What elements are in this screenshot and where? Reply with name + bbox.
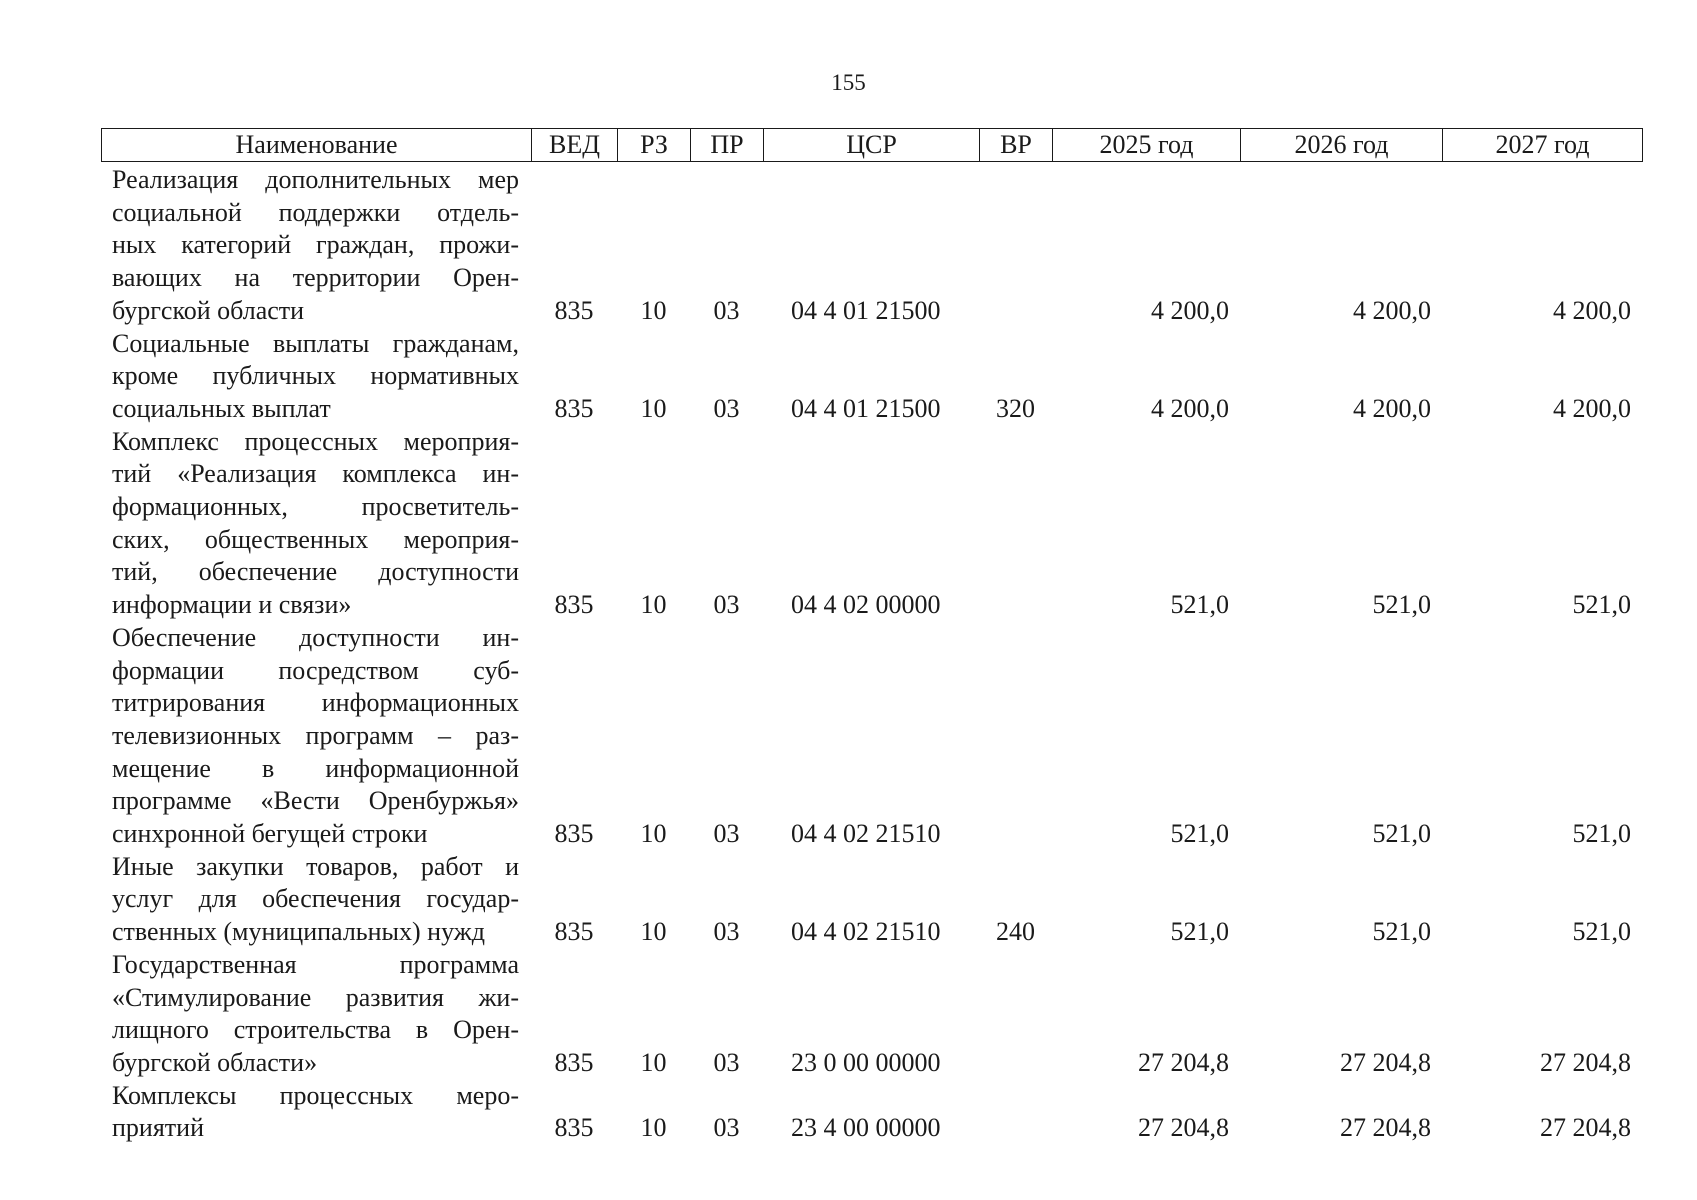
cell-csr: 04 4 01 21500 xyxy=(791,393,941,423)
row-name-line: бургской области xyxy=(112,295,305,325)
cell-ved: 835 xyxy=(554,1113,594,1143)
cell-pr: 03 xyxy=(713,590,740,620)
row-name-line: информации и связи» xyxy=(112,590,352,620)
cell-y2025: 4 200,0 xyxy=(1151,393,1229,423)
cell-y2027: 521,0 xyxy=(1572,819,1631,849)
cell-y2027: 27 204,8 xyxy=(1540,1047,1631,1077)
cell-csr: 23 0 00 00000 xyxy=(791,1047,941,1077)
table-row xyxy=(101,426,1642,622)
cell-y2025: 521,0 xyxy=(1170,590,1229,620)
cell-vr xyxy=(979,949,1052,1080)
cell-y2026: 521,0 xyxy=(1372,917,1431,947)
row-name-line: Реализация дополнительных мер xyxy=(112,165,519,194)
row-name-line: вающих на территории Орен- xyxy=(112,263,519,293)
cell-csr: 04 4 02 21510 xyxy=(791,819,941,849)
row-name-line: лищного строительства в Орен- xyxy=(112,1015,519,1045)
cell-y2025: 521,0 xyxy=(1170,917,1229,947)
cell-csr: 23 4 00 00000 xyxy=(791,1113,941,1143)
row-name-line: титрирования информационных xyxy=(112,688,519,718)
header-2025: 2025 год xyxy=(1053,129,1241,162)
row-name-line: программе «Вести Оренбуржья» xyxy=(112,786,519,816)
cell-y2025: 4 200,0 xyxy=(1151,295,1229,325)
row-name-line: ных категорий граждан, прожи- xyxy=(112,230,519,260)
header-2026: 2026 год xyxy=(1241,129,1443,162)
cell-ved: 835 xyxy=(554,819,594,849)
cell-rz: 10 xyxy=(640,393,667,423)
row-name-line: социальной поддержки отдель- xyxy=(112,197,519,227)
cell-y2026: 27 204,8 xyxy=(1340,1047,1431,1077)
table-row xyxy=(101,1080,1642,1145)
cell-ved: 835 xyxy=(554,1047,594,1077)
row-name-line: синхронной бегущей строки xyxy=(112,819,428,849)
cell-pr: 03 xyxy=(713,917,740,947)
cell-ved: 835 xyxy=(554,393,594,423)
cell-rz: 10 xyxy=(640,1047,667,1077)
cell-y2027: 4 200,0 xyxy=(1553,295,1631,325)
cell-csr: 04 4 02 00000 xyxy=(791,590,941,620)
row-name xyxy=(101,851,531,949)
cell-rz: 10 xyxy=(640,295,667,325)
cell-rz: 10 xyxy=(640,590,667,620)
row-name xyxy=(101,1080,531,1145)
cell-vr: 240 xyxy=(996,917,1035,947)
cell-rz: 10 xyxy=(640,1113,667,1143)
row-name-line: формационных, просветитель- xyxy=(112,492,519,522)
cell-rz: 10 xyxy=(640,917,667,947)
page-number: 155 xyxy=(831,70,866,95)
row-name xyxy=(101,328,531,426)
cell-ved: 835 xyxy=(554,917,594,947)
row-name-line: ственных (муниципальных) нужд xyxy=(112,917,485,947)
cell-y2025: 521,0 xyxy=(1170,819,1229,849)
row-name-line: Комплекс процессных мероприя- xyxy=(112,426,519,456)
row-name-line: кроме публичных нормативных xyxy=(112,361,519,391)
cell-y2027: 4 200,0 xyxy=(1553,393,1631,423)
table-header xyxy=(101,128,1643,162)
cell-pr: 03 xyxy=(713,393,740,423)
cell-pr: 03 xyxy=(713,1047,740,1077)
cell-y2027: 521,0 xyxy=(1572,590,1631,620)
row-name-line: ских, общественных мероприя- xyxy=(112,524,519,554)
cell-y2026: 521,0 xyxy=(1372,590,1431,620)
cell-pr: 03 xyxy=(713,1113,740,1143)
row-name-line: услуг для обеспечения государ- xyxy=(112,884,519,914)
row-name-line: формации посредством суб- xyxy=(112,655,519,685)
cell-y2026: 27 204,8 xyxy=(1340,1113,1431,1143)
header-rz: РЗ xyxy=(618,129,691,162)
cell-vr: 320 xyxy=(996,393,1035,423)
cell-y2025: 27 204,8 xyxy=(1138,1047,1229,1077)
cell-vr xyxy=(979,1080,1052,1145)
table-body xyxy=(101,164,1642,1145)
cell-y2027: 521,0 xyxy=(1572,917,1631,947)
cell-y2026: 4 200,0 xyxy=(1353,295,1431,325)
row-name-line: телевизионных программ – раз- xyxy=(112,720,519,750)
table-row xyxy=(101,949,1642,1080)
cell-y2026: 4 200,0 xyxy=(1353,393,1431,423)
row-name-line: тий «Реализация комплекса ин- xyxy=(112,459,519,489)
row-name xyxy=(101,164,531,328)
row-name-line: социальных выплат xyxy=(112,393,331,423)
row-name xyxy=(101,426,531,622)
row-name xyxy=(101,622,531,851)
table-row xyxy=(101,328,1642,426)
header-csr: ЦСР xyxy=(764,129,980,162)
table-row xyxy=(101,622,1642,851)
row-name-line: Государственная программа xyxy=(112,949,519,979)
row-name-line: мещение в информационной xyxy=(112,753,519,783)
header-name: Наименование xyxy=(102,129,532,162)
row-name-line: Социальные выплаты гражданам, xyxy=(112,328,519,358)
table-row xyxy=(101,851,1642,949)
cell-pr: 03 xyxy=(713,819,740,849)
cell-y2026: 521,0 xyxy=(1372,819,1431,849)
header-ved: ВЕД xyxy=(532,129,618,162)
cell-csr: 04 4 01 21500 xyxy=(791,295,941,325)
row-name-line: «Стимулирование развития жи- xyxy=(112,982,519,1012)
cell-vr xyxy=(979,164,1052,328)
cell-pr: 03 xyxy=(713,295,740,325)
cell-vr xyxy=(979,622,1052,851)
cell-rz: 10 xyxy=(640,819,667,849)
table-row xyxy=(101,164,1642,328)
row-name-line: приятий xyxy=(112,1113,204,1143)
cell-y2025: 27 204,8 xyxy=(1138,1113,1229,1143)
cell-y2027: 27 204,8 xyxy=(1540,1113,1631,1143)
header-pr: ПР xyxy=(691,129,764,162)
header-vr: ВР xyxy=(980,129,1053,162)
header-2027: 2027 год xyxy=(1443,129,1643,162)
row-name-line: Комплексы процессных меро- xyxy=(112,1080,519,1110)
row-name-line: тий, обеспечение доступности xyxy=(112,557,519,587)
row-name-line: Иные закупки товаров, работ и xyxy=(112,851,519,881)
row-name xyxy=(101,949,531,1080)
cell-csr: 04 4 02 21510 xyxy=(791,917,941,947)
cell-ved: 835 xyxy=(554,590,594,620)
row-name-line: Обеспечение доступности ин- xyxy=(112,622,519,652)
row-name-line: бургской области» xyxy=(112,1047,318,1077)
cell-vr xyxy=(979,426,1052,622)
cell-ved: 835 xyxy=(554,295,594,325)
